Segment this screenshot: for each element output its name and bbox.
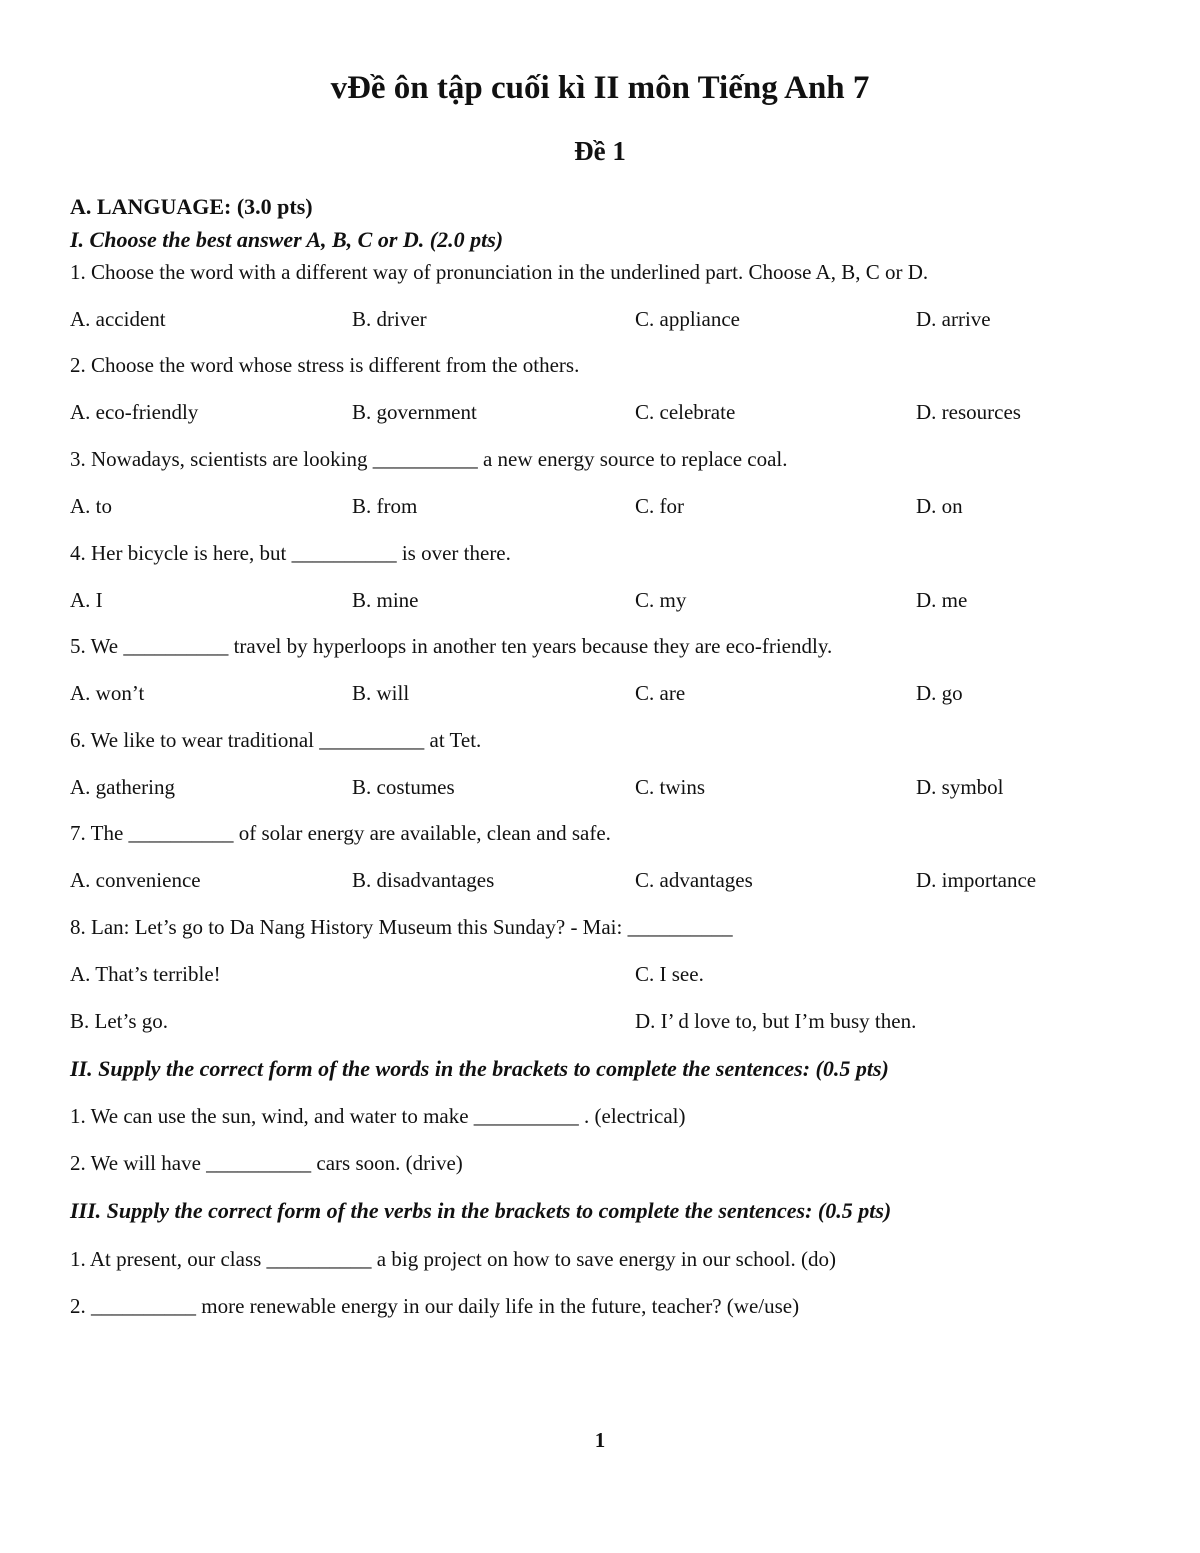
- question-6-options: [70, 775, 1130, 805]
- section-a-heading: A. LANGUAGE: (3.0 pts): [70, 194, 313, 219]
- part-3-heading: III. Supply the correct form of the verbs in the brackets to complete the sentences: (0.5 pts): [70, 1198, 892, 1223]
- option-a: A. convenience: [70, 868, 201, 892]
- option-d: D. resources: [916, 400, 1021, 424]
- option-c: C. my: [635, 588, 687, 612]
- question-4: 4. Her bicycle is here, but __________ is over there.: [70, 541, 511, 565]
- option-a: A. I: [70, 588, 103, 612]
- part-2-item-1: 1. We can use the sun, wind, and water to make __________ . (electrical): [70, 1104, 686, 1128]
- option-c: C. celebrate: [635, 400, 736, 424]
- option-d: D. on: [916, 494, 963, 518]
- part-3-item-2: 2. __________ more renewable energy in our daily life in the future, teacher? (we/use): [70, 1294, 800, 1318]
- option-c: C. are: [635, 681, 686, 705]
- option-d: D. go: [916, 681, 963, 705]
- document-title: vĐề ôn tập cuối kì II môn Tiếng Anh 7: [330, 70, 870, 106]
- question-5: 5. We __________ travel by hyperloops in another ten years because they are eco-friendly.: [70, 634, 833, 658]
- part-1-heading: I. Choose the best answer A, B, C or D. (2.0 pts): [70, 227, 504, 252]
- option-b: B. Let’s go.: [70, 1009, 168, 1033]
- page-number: 1: [594, 1428, 606, 1452]
- option-a: A. accident: [70, 307, 166, 331]
- question-4-options: [70, 588, 1130, 618]
- option-b: B. mine: [352, 588, 419, 612]
- question-7-options: [70, 868, 1130, 898]
- question-3: 3. Nowadays, scientists are looking __________ a new energy source to replace coal.: [70, 447, 788, 471]
- question-1: 1. Choose the word with a different way of pronunciation in the underlined part. Choose A, B, C or D.: [70, 260, 929, 284]
- option-c: C. advantages: [635, 868, 753, 892]
- question-7: 7. The __________ of solar energy are available, clean and safe.: [70, 821, 611, 845]
- option-a: A. That’s terrible!: [70, 962, 221, 986]
- option-a: A. eco-friendly: [70, 400, 199, 424]
- question-5-options: [70, 681, 1130, 711]
- question-3-options: [70, 494, 1130, 524]
- option-d: D. me: [916, 588, 968, 612]
- option-b: B. will: [352, 681, 410, 705]
- option-a: A. won’t: [70, 681, 145, 705]
- question-1-options: [70, 307, 1130, 337]
- option-c: C. for: [635, 494, 684, 518]
- part-2-item-2: 2. We will have __________ cars soon. (drive): [70, 1151, 463, 1175]
- option-d: D. I’ d love to, but I’m busy then.: [635, 1009, 917, 1033]
- question-6: 6. We like to wear traditional __________ at Tet.: [70, 728, 482, 752]
- question-2-options: [70, 400, 1130, 430]
- test-number: Đề 1: [574, 136, 626, 166]
- part-3-item-1: 1. At present, our class __________ a big project on how to save energy in our school. (do): [70, 1247, 836, 1271]
- option-b: B. government: [352, 400, 477, 424]
- option-c: C. I see.: [635, 962, 704, 986]
- option-b: B. disadvantages: [352, 868, 495, 892]
- option-d: D. arrive: [916, 307, 991, 331]
- question-8-options-row-2: [70, 1009, 1130, 1039]
- part-2-heading: II. Supply the correct form of the words in the brackets to complete the sentences: (0.5 pts): [70, 1056, 889, 1081]
- question-8-options-row-1: [70, 962, 1130, 992]
- option-a: A. to: [70, 494, 112, 518]
- option-d: D. importance: [916, 868, 1037, 892]
- option-b: B. driver: [352, 307, 427, 331]
- option-c: C. twins: [635, 775, 706, 799]
- option-c: C. appliance: [635, 307, 740, 331]
- option-b: B. from: [352, 494, 418, 518]
- question-8: 8. Lan: Let’s go to Da Nang History Museum this Sunday? - Mai: __________: [70, 915, 733, 939]
- question-2: 2. Choose the word whose stress is different from the others.: [70, 353, 580, 377]
- option-d: D. symbol: [916, 775, 1004, 799]
- option-b: B. costumes: [352, 775, 455, 799]
- option-a: A. gathering: [70, 775, 175, 799]
